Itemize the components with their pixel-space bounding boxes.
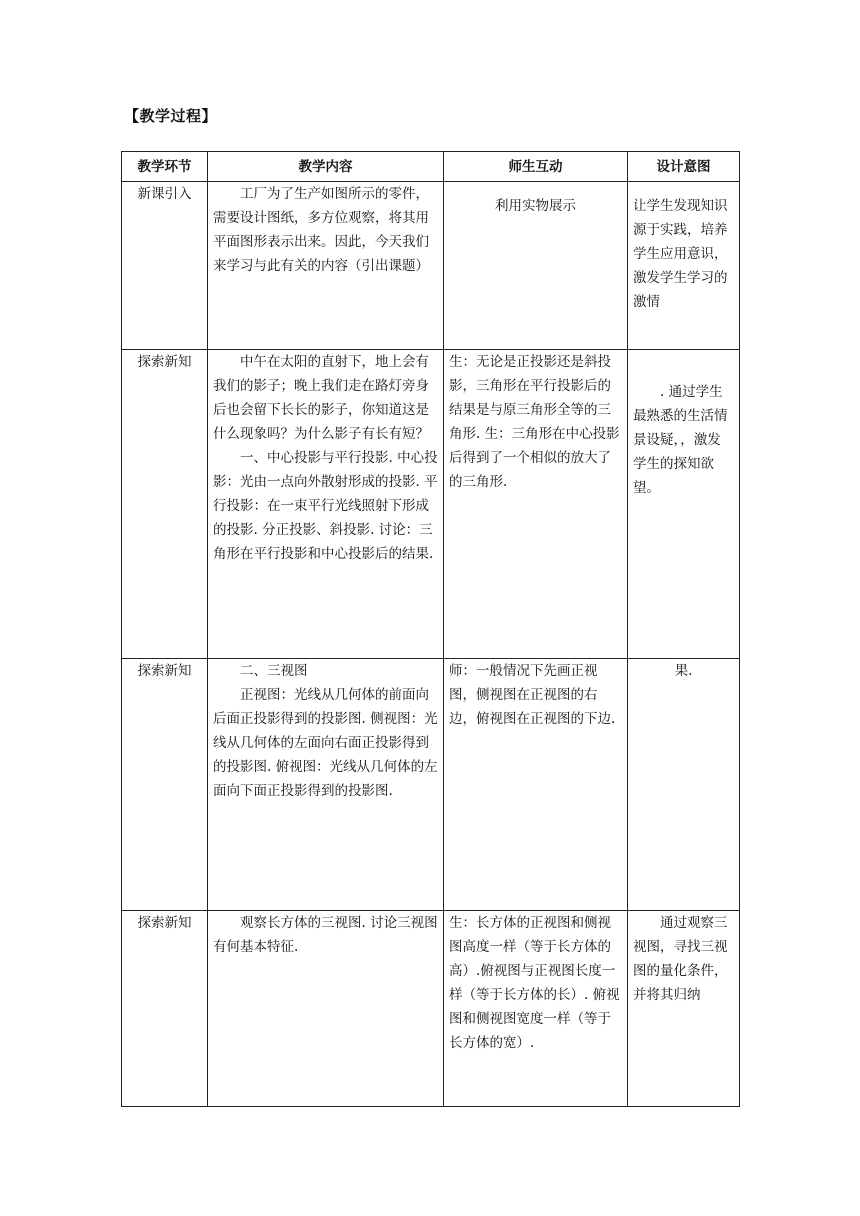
header-interaction: 师生互动 [444,152,628,182]
content-cell [208,182,444,350]
stage-cell: 新课引入 [122,182,208,350]
intent-cell: . 通过学生最熟悉的生活情景设疑，，激发学生的探知欲望。 [628,350,740,659]
interaction-cell: 利用实物展示 [444,182,628,350]
table-row [122,659,740,911]
section-heading: 【教学过程】 [124,107,218,125]
content-paragraph: 中午在太阳的直射下，地上会有我们的影子；晚上我们走在路灯旁身后也会留下长长的影子，你知道这是什么现象吗？为什么影子有长有短？ [213,354,429,442]
interaction-cell: 师：一般情况下先画正视图，侧视图在正视图的右边，俯视图在正视图的下边. [444,659,628,911]
header-intent: 设计意图 [628,152,740,182]
header-stage: 教学环节 [122,152,208,182]
content-paragraph: 工厂为了生产如图所示的零件，需要设计图纸，多方位观察，将其用平面图形表示出来。因此，今天我们来学习与此有关的内容（引出课题） [213,186,429,274]
intent-cell: 果. [628,659,740,911]
stage-cell: 探索新知 [122,350,208,659]
table-row [122,911,740,1107]
header-content: 教学内容 [208,152,444,182]
interaction-cell: 生：长方体的正视图和侧视图高度一样（等于长方体的高）.俯视图与正视图长度一样（等于长方体的长）. 俯视图和侧视图宽度一样（等于长方体的宽）. [444,911,628,1107]
content-cell [208,911,444,1107]
table-header-row [122,152,740,182]
content-paragraph: 二、三视图 [240,663,308,679]
intent-cell: 让学生发现知识源于实践，培养学生应用意识，激发学生学习的激情 [628,182,740,350]
table-row [122,350,740,659]
content-cell [208,659,444,911]
intent-cell: 通过观察三视图，寻找三视图的量化条件，并将其归纳 [628,911,740,1107]
content-cell [208,350,444,659]
content-paragraph: 观察长方体的三视图. 讨论三视图有何基本特征. [213,915,438,955]
interaction-cell: 生：无论是正投影还是斜投影，三角形在平行投影后的结果是与原三角形全等的三角形. 生：三角形在中心投影后得到了一个相似的放大了的三角形. [444,350,628,659]
stage-cell: 探索新知 [122,659,208,911]
table-row [122,182,740,350]
lesson-table [121,151,740,1107]
content-paragraph: 一、中心投影与平行投影. 中心投影：光由一点向外散射形成的投影. 平行投影：在一束平行光线照射下形成的投影. 分正投影、斜投影. 讨论：三角形在平行投影和中心投影后的结果. [213,450,438,562]
content-paragraph: 正视图：光线从几何体的前面向后面正投影得到的投影图. 侧视图：光线从几何体的左面向右面正投影得到的投影图. 俯视图：光线从几何体的左面向下面正投影得到的投影图. [213,687,438,799]
stage-cell: 探索新知 [122,911,208,1107]
